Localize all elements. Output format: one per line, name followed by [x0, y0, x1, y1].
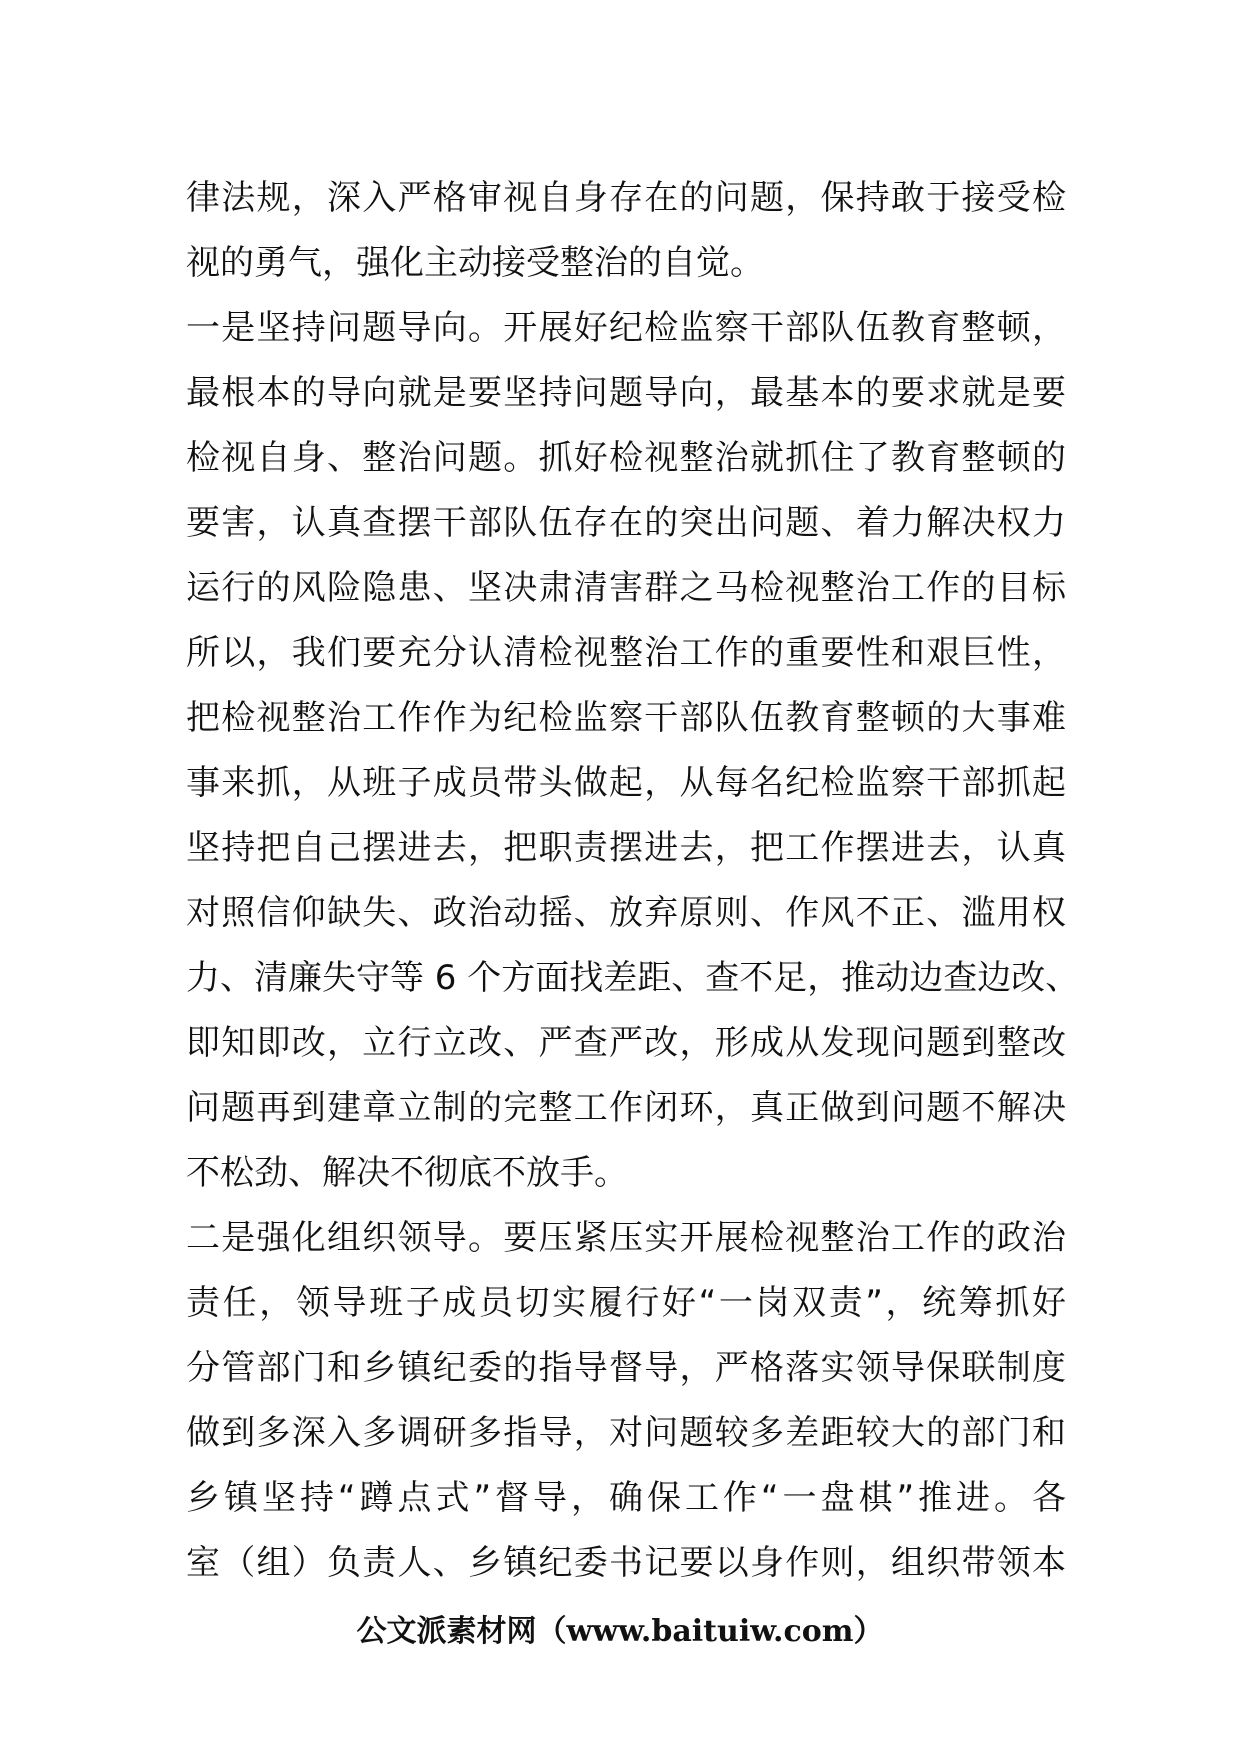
text-line: 责任，领导班子成员切实履行好“一岗双责”，统筹抓好 — [186, 1283, 1066, 1323]
text-line: 检视自身、整治问题。抓好检视整治就抓住了教育整顿的 — [186, 438, 1066, 478]
text-line: 对照信仰缺失、政治动摇、放弃原则、作风不正、滥用权 — [186, 893, 1066, 933]
text-line: 律法规，深入严格审视自身存在的问题，保持敢于接受检 — [186, 178, 1066, 218]
text-line: 事来抓，从班子成员带头做起，从每名纪检监察干部抓起 — [186, 763, 1066, 803]
text-line: 分管部门和乡镇纪委的指导督导，严格落实领导保联制度 — [186, 1348, 1066, 1388]
text-line: 不松劲、解决不彻底不放手。 — [186, 1153, 628, 1193]
text-line: 即知即改，立行立改、严查严改，形成从发现问题到整改 — [186, 1023, 1066, 1063]
text-line: 问题再到建章立制的完整工作闭环，真正做到问题不解决 — [186, 1088, 1066, 1128]
text-line: 力、清廉失守等 6 个方面找差距、查不足，推动边查边改、 — [186, 958, 1080, 998]
text-line: 最根本的导向就是要坚持问题导向，最基本的要求就是要 — [186, 373, 1066, 413]
text-line: 运行的风险隐患、坚决肃清害群之马检视整治工作的目标 — [186, 568, 1066, 608]
footer-watermark: 公文派素材网（www.baituiw.com） — [356, 1614, 884, 1649]
text-line: 乡镇坚持“蹲点式”督导，确保工作“一盘棋”推进。各 — [186, 1478, 1066, 1518]
text-line: 室（组）负责人、乡镇纪委书记要以身作则，组织带领本 — [186, 1543, 1066, 1583]
body-text — [186, 166, 1080, 1596]
text-line: 视的勇气，强化主动接受整治的自觉。 — [186, 243, 764, 283]
text-line: 二是强化组织领导。要压紧压实开展检视整治工作的政治 — [186, 1218, 1066, 1258]
text-line: 把检视整治工作作为纪检监察干部队伍教育整顿的大事难 — [186, 698, 1066, 738]
text-line: 坚持把自己摆进去，把职责摆进去，把工作摆进去，认真 — [186, 828, 1066, 868]
text-line: 做到多深入多调研多指导，对问题较多差距较大的部门和 — [186, 1413, 1066, 1453]
text-line: 所以，我们要充分认清检视整治工作的重要性和艰巨性， — [186, 633, 1066, 673]
text-line: 一是坚持问题导向。开展好纪检监察干部队伍教育整顿， — [186, 308, 1066, 348]
text-line: 要害，认真查摆干部队伍存在的突出问题、着力解决权力 — [186, 503, 1066, 543]
